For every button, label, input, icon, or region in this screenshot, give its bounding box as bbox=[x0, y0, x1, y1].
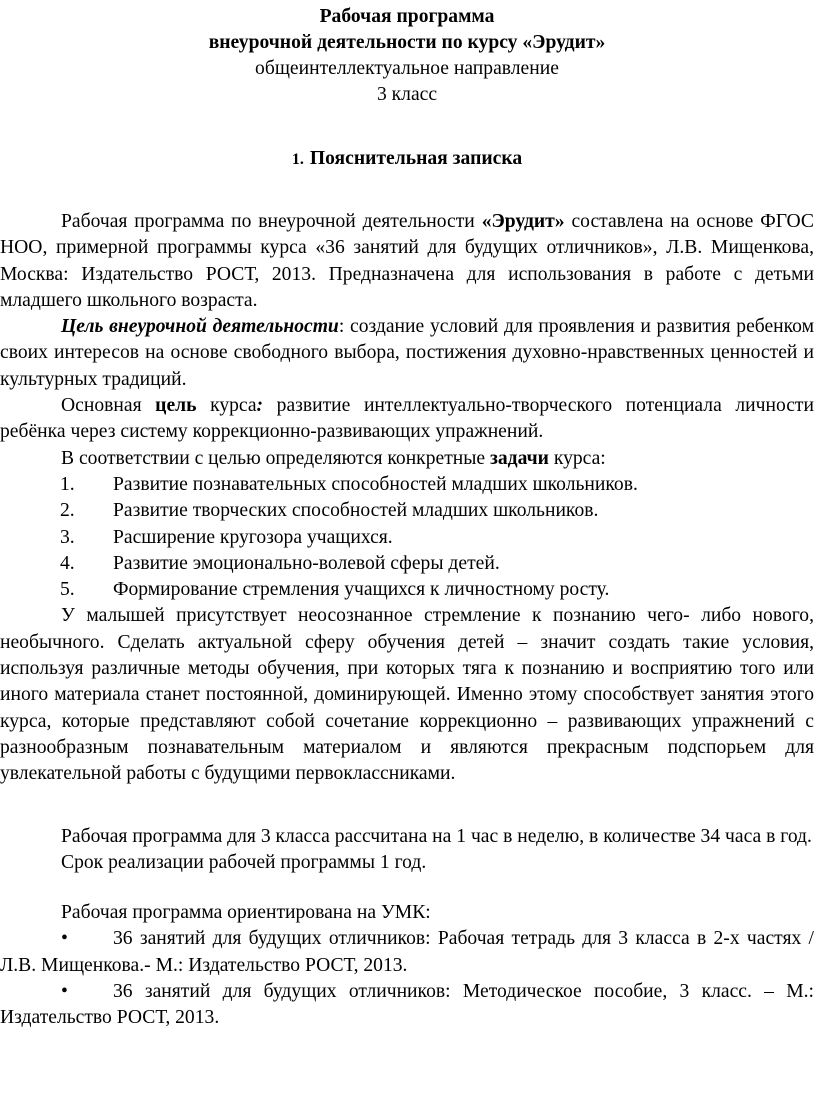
list-item-number: 3. bbox=[60, 526, 75, 548]
title-block bbox=[0, 4, 814, 108]
list-item-number: 2. bbox=[60, 500, 75, 522]
doc-title: Рабочая программа bbox=[319, 6, 495, 27]
intro-text-start: Рабочая программа по внеурочной деятельности bbox=[61, 211, 482, 232]
term-paragraph: Срок реализации рабочей программы 1 год. bbox=[61, 851, 427, 873]
list-item-number: 1. bbox=[60, 473, 75, 495]
course-name: «Эрудит» bbox=[481, 211, 565, 232]
tasks-list bbox=[0, 472, 814, 603]
list-item-number: 5. bbox=[60, 579, 75, 601]
section-heading bbox=[0, 146, 814, 173]
list-item bbox=[0, 472, 814, 498]
tasks-word: задачи bbox=[490, 447, 549, 469]
goal-main-text: развитие интеллектуально-творческого потенциала личности ребёнка через систему коррекционно-развивающих упражнений. bbox=[0, 395, 814, 443]
goal-word: цель bbox=[155, 395, 197, 417]
hours-paragraph: Рабочая программа для 3 класса рассчитана на 1 час в неделю, в количестве 34 часа в год. bbox=[61, 825, 812, 847]
bullet-icon: • bbox=[61, 928, 68, 950]
goal-colon: : bbox=[256, 395, 264, 417]
list-item-text: 36 занятий для будущих отличников: Методическое пособие, 3 класс. – М.: Издательство РОСТ, 2013. bbox=[0, 981, 814, 1029]
goal-extra-label: Цель внеурочной деятельности bbox=[61, 316, 339, 338]
list-item-text: Развитие эмоционально-волевой сферы детей. bbox=[113, 552, 500, 574]
umk-intro: Рабочая программа ориентирована на УМК: bbox=[61, 902, 431, 924]
list-item bbox=[0, 525, 814, 551]
list-item bbox=[0, 979, 814, 1032]
goal-extra-text: : создание условий для проявления и развития ребенком своих интересов на основе свободного выбора, постижения духовно-нравственных ценностей и культурных традиций. bbox=[0, 316, 815, 390]
list-item bbox=[0, 498, 814, 524]
goal-main-start: Основная bbox=[61, 395, 156, 417]
list-item-text: 36 занятий для будущих отличников: Рабочая тетрадь для 3 класса в 2-х частях / Л.В. Мищенкова.- М.: Издательство РОСТ, 2013. bbox=[0, 928, 814, 976]
section-title: Пояснительная записка bbox=[309, 148, 523, 169]
bullet-icon: • bbox=[61, 981, 68, 1003]
goal-extra-paragraph bbox=[0, 314, 814, 393]
doc-grade: 3 класс bbox=[376, 84, 438, 105]
tasks-intro bbox=[0, 446, 814, 472]
tasks-intro-start: В соответствии с целью определяются конкретные bbox=[61, 447, 490, 469]
list-item bbox=[0, 577, 814, 603]
doc-direction: общеинтеллектуальное направление bbox=[255, 58, 559, 79]
intro-paragraph bbox=[0, 209, 814, 314]
section-number: 1. bbox=[291, 151, 304, 168]
document-body bbox=[0, 209, 814, 1032]
doc-subtitle: внеурочной деятельности по курсу «Эрудит» bbox=[208, 32, 606, 53]
list-item-number: 4. bbox=[60, 552, 75, 574]
kids-paragraph: У малышей присутствует неосознанное стремление к познанию чего- либо нового, необычного. Сделать актуальной сферу обучения детей – значит создать такие условия, используя различные методы обучения, при которых тяга к познанию и восприятию того или иного материала станет постоянной, доминирующей. Именно этому способствует занятия этого курса, которые представляют собой сочетание коррекционно – развивающих упражнений с разнообразным познавательным материалом и являются прекрасным подспорьем для увлекательной работы с будущими первоклассниками. bbox=[0, 605, 814, 785]
intro-text-end: составлена на основе ФГОС НОО, примерной программы курса «36 занятий для будущих отличников», Л.В. Мищенкова, Москва: Издательство РОСТ, 2013. Предназначена для использования в работе с детьми младшего школьного возраста. bbox=[0, 211, 815, 311]
list-item-text: Формирование стремления учащихся к личностному росту. bbox=[113, 579, 610, 601]
list-item-text: Расширение кругозора учащихся. bbox=[113, 526, 393, 548]
goal-course-word: курса bbox=[196, 395, 257, 417]
goal-main-paragraph bbox=[0, 393, 814, 446]
tasks-intro-end: курса: bbox=[548, 447, 606, 469]
list-item bbox=[0, 551, 814, 577]
list-item-text: Развитие познавательных способностей младших школьников. bbox=[113, 473, 638, 495]
umk-list bbox=[0, 926, 814, 1031]
list-item-text: Развитие творческих способностей младших школьников. bbox=[113, 500, 599, 522]
list-item bbox=[0, 926, 814, 979]
